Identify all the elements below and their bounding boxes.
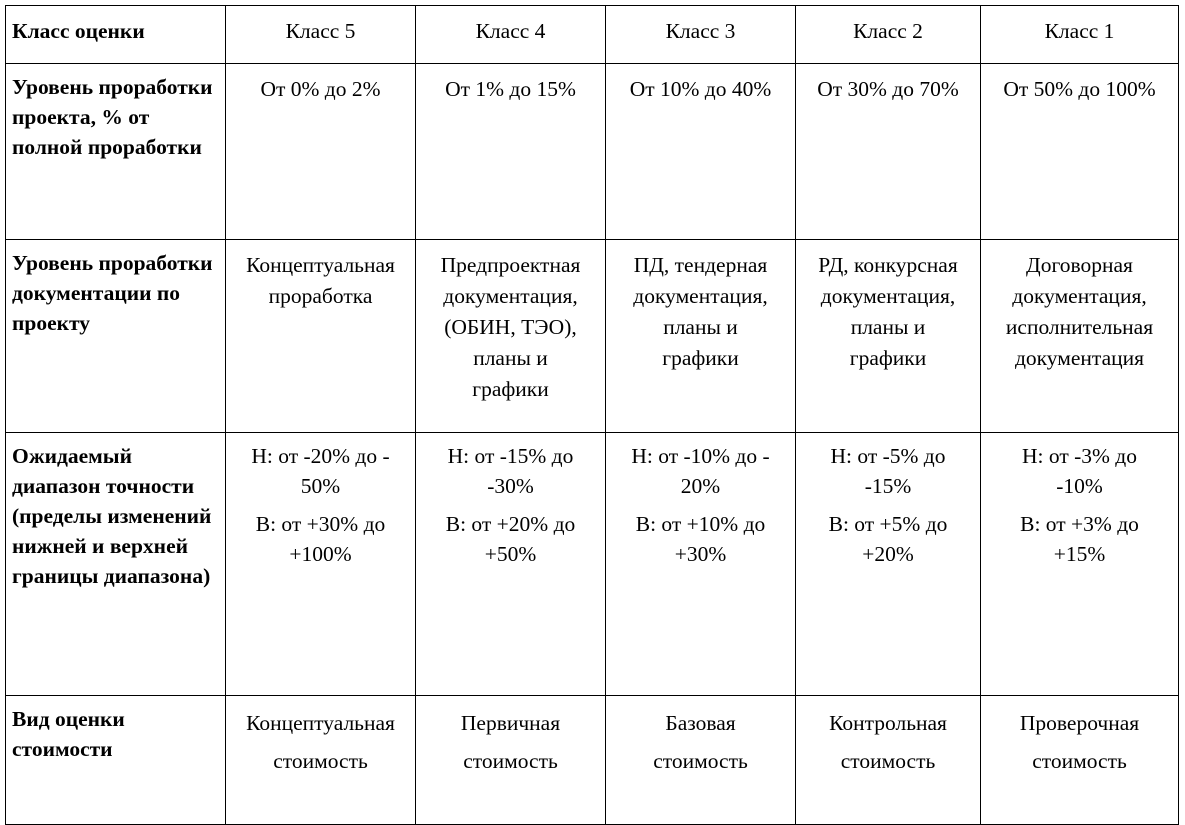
row-label: Уровень проработки проекта, % от полной проработки	[6, 64, 226, 240]
table-cell: Концептуальная стоимость	[226, 696, 416, 825]
header-label: Класс оценки	[6, 6, 226, 64]
table-cell: ПД, тендерная документация, планы и графики	[606, 240, 796, 433]
table-cell	[416, 433, 606, 696]
documentation-row	[6, 240, 1179, 433]
row-label: Ожидаемый диапазон точности (пределы изменений нижней и верхней границы диапазона)	[6, 433, 226, 696]
table-cell: Контрольная стоимость	[796, 696, 981, 825]
table-cell: Предпроектная документация, (ОБИН, ТЭО), планы и графики	[416, 240, 606, 433]
header-class-3: Класс 3	[606, 6, 796, 64]
row-label: Вид оценки стоимости	[6, 696, 226, 825]
table-cell	[606, 433, 796, 696]
header-class-2: Класс 2	[796, 6, 981, 64]
accuracy-row	[6, 433, 1179, 696]
estimate-class-table	[5, 5, 1179, 825]
high-range: В: от +5% до +20%	[828, 512, 948, 566]
table-cell: От 10% до 40%	[606, 64, 796, 240]
table-cell	[981, 433, 1179, 696]
table-cell: Концептуальная проработка	[226, 240, 416, 433]
estimate-type-row	[6, 696, 1179, 825]
row-label: Уровень проработки документации по проекту	[6, 240, 226, 433]
table-cell: От 1% до 15%	[416, 64, 606, 240]
table-cell	[226, 433, 416, 696]
header-row	[6, 6, 1179, 64]
header-class-4: Класс 4	[416, 6, 606, 64]
table-cell: Договорная документация, исполнительная документация	[981, 240, 1179, 433]
high-range: В: от +30% до +100%	[255, 512, 386, 566]
low-range: Н: от -20% до - 50%	[251, 444, 390, 498]
table-cell: От 50% до 100%	[981, 64, 1179, 240]
low-range: Н: от -5% до -15%	[830, 444, 946, 498]
header-class-5: Класс 5	[226, 6, 416, 64]
low-range: Н: от -10% до - 20%	[631, 444, 770, 498]
table-cell: От 30% до 70%	[796, 64, 981, 240]
high-range: В: от +10% до +30%	[635, 512, 766, 566]
table-cell: РД, конкурсная документация, планы и графики	[796, 240, 981, 433]
table-cell: Базовая стоимость	[606, 696, 796, 825]
header-class-1: Класс 1	[981, 6, 1179, 64]
high-range: В: от +20% до +50%	[445, 512, 576, 566]
low-range: Н: от -3% до -10%	[1022, 444, 1137, 498]
maturity-row	[6, 64, 1179, 240]
table-cell	[796, 433, 981, 696]
high-range: В: от +3% до +15%	[1020, 512, 1139, 566]
table-cell: Первичная стоимость	[416, 696, 606, 825]
low-range: Н: от -15% до -30%	[447, 444, 574, 498]
table-cell: Проверочная стоимость	[981, 696, 1179, 825]
table-cell: От 0% до 2%	[226, 64, 416, 240]
